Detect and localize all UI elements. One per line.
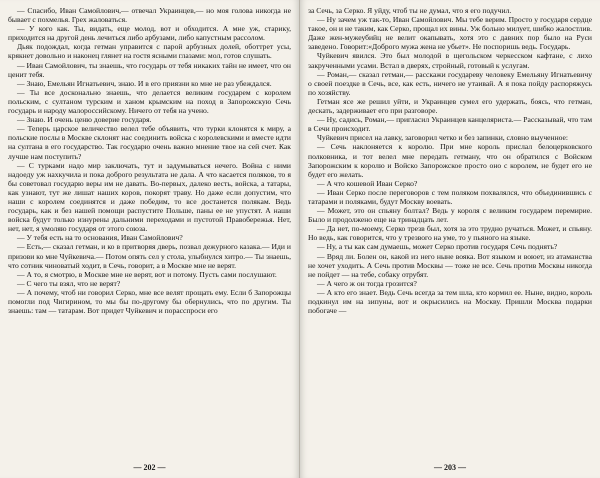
left-page-text (8, 6, 291, 315)
right-page (300, 0, 600, 478)
right-page-paragraph: за Сечь, за Серко. Я уйду, чтоб ты не думал, что я его подучил. (308, 6, 512, 15)
right-page-paragraph: — А кто его знает. Ведь Сечь всегда за тем шла, кто кормил ее. Ныне, видно, король подкинул им на зипуны, вот и окрысились на Москву. Пришли Москва подарки побогаче — (308, 287, 592, 316)
right-page-paragraph: — Ну, а ты как сам думаешь, может Серко против государя Сечь поднять? (317, 242, 558, 252)
right-page-text (308, 6, 592, 315)
left-page-paragraph: — Ты все досконально знаешь, что делается великим государем с королем польским, с султаном турским и ханом крымским на поход в Запорожскую Сечь государь и народу малороссийскому. Ничего от тебя на учено. (8, 87, 291, 116)
right-page-paragraph: — Вряд ли. Болен он, какой из него ныне вояка. Вот языком и воюет, из атаманства не хочет уходить. А Сечь против Москвы — тоже не все. Сечь против Москвы никогда не пойдет — на тебе, собаку отрубят. (308, 251, 592, 279)
right-page-paragraph: — Может, это он спьяну болтал? Ведь у короля с великим государем перемирие. Было и продолжено еще на тринадцать лет. (308, 206, 592, 225)
right-page-paragraph: — А что кошевой Иван Серко? (317, 178, 418, 188)
right-page-paragraph: — Роман,— сказал гетман,— расскажи государеву человеку Емельяну Игнатьевичу о своей поездке в Сечь, все, как есть, ничего не утаивай. А я пока пойду распоряжусь по хозяйству. (308, 69, 592, 97)
left-page-paragraph: — Есть,— сказал гетман, и ко в притворяя дверь, позвал дежурного казака.— Иди и призови ко мне Чуйкевича.— Потом опять сел у стола, улыбнулся хитро.— Ты знаешь, что сотник чиноватый ходит, в Сечь, говорит, а в Москве мне не верят. (8, 242, 291, 270)
right-page-number: — 203 — (434, 463, 466, 472)
left-page-paragraph: Дьяк подождал, когда гетман управится с парой арбузных долей, оботтрет усы, крякнет довольно и наконец глянет на гостя ясными глазами: мол, готов слушать. (8, 42, 291, 61)
left-page-paragraph: — Знаю. И очень ценю доверие государя. (17, 115, 152, 125)
right-page-paragraph: — Ну зачем уж так-то, Иван Самойлович. Мы тебе верим. Просто у государя сердце такое, он и не таким, как Серко, прощал их вины. Уж больно милует, шибко жалостлив. Даже жен-мужеубийц не велит окапывать, хотя это с давних пор было на Руси заведено. Говорит:«Доброго мужа жена не убьет». Не поспоришь ведь. Государь. (308, 15, 592, 52)
right-page-paragraph: — Сечь наклоняется к королю. При мне король прислал белоцерковского полковника, и тот велел мне передать гетману, что он обратился с Войском Запорожским к королю и Войско Запорожское просто оно с королем, не будет его не будет его желать. (308, 142, 592, 179)
left-page-paragraph: — Иван Самойлович, ты знаешь, что государь от тебя никаких тайн не имеет, что он ценит тебя. (8, 60, 291, 79)
right-page-paragraph: — Да нет, по-моему, Серко трезв был, хотя за это трудно ручаться. Может, и спьяну. Но ведь, как говорится, что у трезвого на уме, то у пьяного на языке. (308, 224, 592, 243)
left-page-paragraph: — Теперь царское величество велел тебе объявить, что турки клонятся к миру, а польские послы в Москве склонят нас соединить войска с королевскими и вместе идти на султана в его государство. Так государю очень важно мнение твое на сей счет. Как лучше нам поступить? (8, 124, 291, 161)
left-page-paragraph: — У тебя есть на то основания, Иван Самойлович? (17, 233, 183, 243)
left-page-number: — 202 — (133, 463, 166, 472)
right-page-paragraph: — Ну, садись, Роман,— пригласил Украинцев канцеляриста.— Рассказывай, что там в Сечи происходит. (308, 115, 592, 134)
left-page-paragraph: — С чего ты взял, что не верят? (17, 278, 121, 288)
left-page-paragraph: — А почему, чтоб ни говорил Серко, мне все велят прощать ему. Если б Запорожцы помогли под Чигирином, то мы бы по-другому бы обернулись, что по другим. Ты знаешь: там — татарам. Вот придет Чуйкевич и порасспроси его (8, 287, 291, 316)
left-page-paragraph: — С турками надо мир заключать, тут и задумываться нечего. Война с ними надоеду уж нахкучила и пока доброго результата не дала. А что касается поляков, то я бы советовал государю веры им не давать. Во-первых, далеко весть, войска, а татары, как узнают, тут же лишат наших коров, покорят траву. Но даже если допустим, что наши с королем соединятся и даже победим, то все достанется полякам. Ведь государь, как и без нашей помощи распустите Польше, паны ее не упустят. А наши войска будут только изнурены дальними переходами и пустотой Правобережья. Нет, нет, нет, я умоляю государя от этого союза. (8, 160, 291, 234)
right-page-paragraph: — Иван Серко после переговоров с тем поляком похвалялся, что объединившись с татарами и поляками, будут Москву воевать. (308, 187, 592, 206)
right-page-paragraph: Чуйкевич присел на лавку, заговорил четко и без запинки, словно выученное: (317, 133, 569, 143)
left-page-paragraph: — А то, я смотрю, в Москве мне не верят, вот и потому. Пусть сами послушают. (17, 269, 277, 279)
left-page-paragraph: — У кого как. Ты, видать, еще молод, вот и обходится. А мне уж, старику, приходится на другой день лечиться либо арбузами, либо капустным рассолом. (8, 24, 291, 43)
right-page-paragraph: Гетман ясе же решил уйти, и Украинцев сумел его удержать, боясь, что гетман, дескать, задерживает его при разговоре. (308, 96, 592, 116)
right-page-paragraph: Чуйкевич явился. Это был молодой в щегольском черкесском кафтане, с лихо закрученными усами. Встал в дверях, стройный, готовый к услугам. (308, 51, 592, 70)
left-page-paragraph: — Знаю, Емельян Игнатьевич, знаю. И в его приязни ко мне не раз убеждался. (17, 78, 272, 88)
right-page-paragraph: — А чего ж он тогда грозится? (317, 278, 417, 288)
left-page-paragraph: — Спасибо, Иван Самойлович,— отвечал Украинцев,— но моя голова никогда не бывает с похмелья. Грех жаловаться. (8, 6, 291, 25)
